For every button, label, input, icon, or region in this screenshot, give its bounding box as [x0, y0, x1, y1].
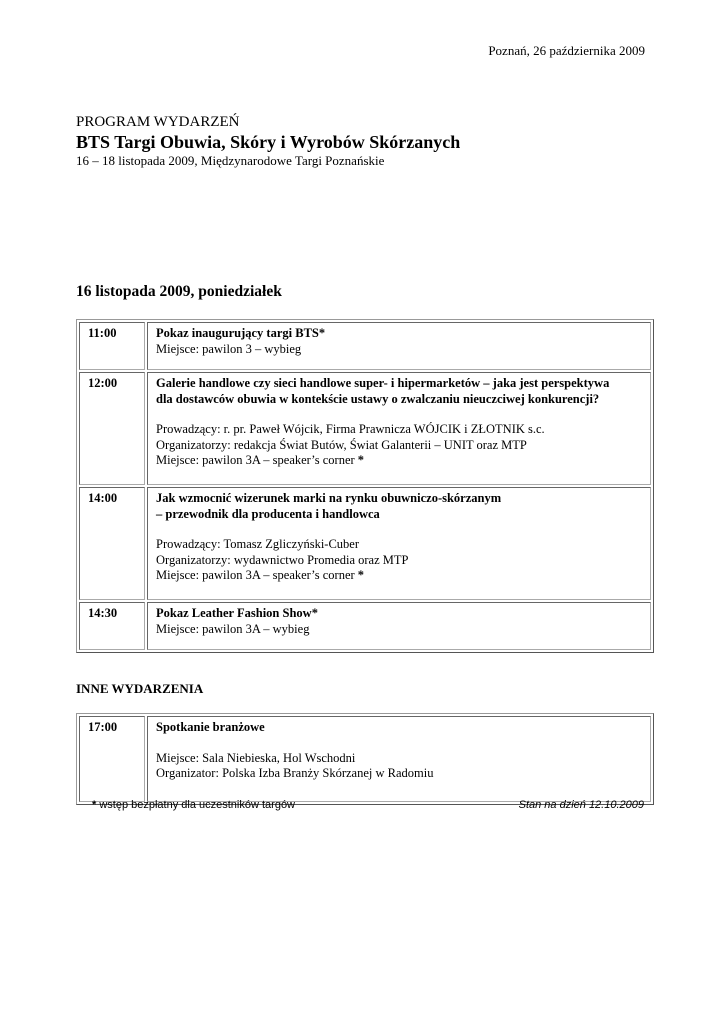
document-header: [76, 113, 656, 169]
event-cell: [147, 487, 651, 600]
day-heading: 16 listopada 2009, poniedziałek: [76, 283, 282, 300]
event-detail: Organizatorzy: redakcja Świat Butów, Świat Galanterii – UNIT oraz MTP: [156, 437, 527, 452]
event-detail: Organizatorzy: wydawnictwo Promedia oraz MTP: [156, 552, 409, 567]
other-events-heading: INNE WYDARZENIA: [76, 681, 204, 696]
event-title-line: Jak wzmocnić wizerunek marki na rynku obuwniczo-skórzanym: [156, 491, 502, 505]
other-events-table: [76, 713, 654, 805]
table-row: [79, 602, 651, 650]
table-row: [79, 716, 651, 802]
table-row: [79, 372, 651, 485]
event-time: 14:30: [79, 602, 145, 650]
footnote-star: *: [92, 799, 97, 811]
schedule-table: [76, 319, 654, 653]
document-date: Poznań, 26 października 2009: [488, 43, 645, 58]
event-detail-with-star: [156, 453, 644, 469]
event-cell: [147, 372, 651, 485]
event-detail: Organizator: Polska Izba Branży Skórzanej w Radomiu: [156, 766, 434, 780]
event-title-line: Spotkanie branżowe: [156, 720, 265, 734]
status-date: Stan na dzień 12.10.2009: [518, 799, 644, 811]
event-detail: Miejsce: pawilon 3A – speaker’s corner: [156, 453, 355, 467]
event-title-line: Pokaz inaugurujący targi BTS*: [156, 326, 326, 340]
event-title-line: dla dostawców obuwia w kontekście ustawy o zwalczaniu nieuczciwej konkurencji?: [156, 391, 600, 406]
event-cell: [147, 602, 651, 650]
footnote-star: *: [357, 568, 365, 582]
footnote-text: wstęp bezpłatny dla uczestników targów: [99, 799, 296, 811]
event-detail: Prowadzący: r. pr. Paweł Wójcik, Firma Prawnicza WÓJCIK i ZŁOTNIK s.c.: [156, 422, 545, 436]
footnote: [92, 799, 295, 811]
event-detail: Miejsce: pawilon 3A – speaker’s corner: [156, 568, 355, 582]
event-cell: [147, 716, 651, 802]
event-detail: Miejsce: pawilon 3A – wybieg: [156, 621, 310, 636]
event-subtitle: 16 – 18 listopada 2009, Międzynarodowe Targi Poznańskie: [76, 153, 385, 168]
program-kicker: PROGRAM WYDARZEŃ: [76, 114, 240, 130]
table-row: [79, 487, 651, 600]
event-detail: Prowadzący: Tomasz Zgliczyński-Cuber: [156, 537, 360, 551]
event-time: 17:00: [79, 716, 145, 802]
event-time: 12:00: [79, 372, 145, 485]
event-title-line: Pokaz Leather Fashion Show*: [156, 606, 318, 620]
event-cell: [147, 322, 651, 370]
event-title: BTS Targi Obuwia, Skóry i Wyrobów Skórzanych: [76, 132, 461, 152]
event-title-line: Galerie handlowe czy sieci handlowe super- i hipermarketów – jaka jest perspektywa: [156, 376, 610, 390]
event-time: 11:00: [79, 322, 145, 370]
table-row: [79, 322, 651, 370]
event-detail: Miejsce: Sala Niebieska, Hol Wschodni: [156, 750, 356, 765]
event-title-line: – przewodnik dla producenta i handlowca: [156, 506, 380, 521]
event-detail: Miejsce: pawilon 3 – wybieg: [156, 341, 302, 356]
event-time: 14:00: [79, 487, 145, 600]
event-detail-with-star: [156, 568, 644, 584]
footnote-star: *: [357, 453, 365, 467]
